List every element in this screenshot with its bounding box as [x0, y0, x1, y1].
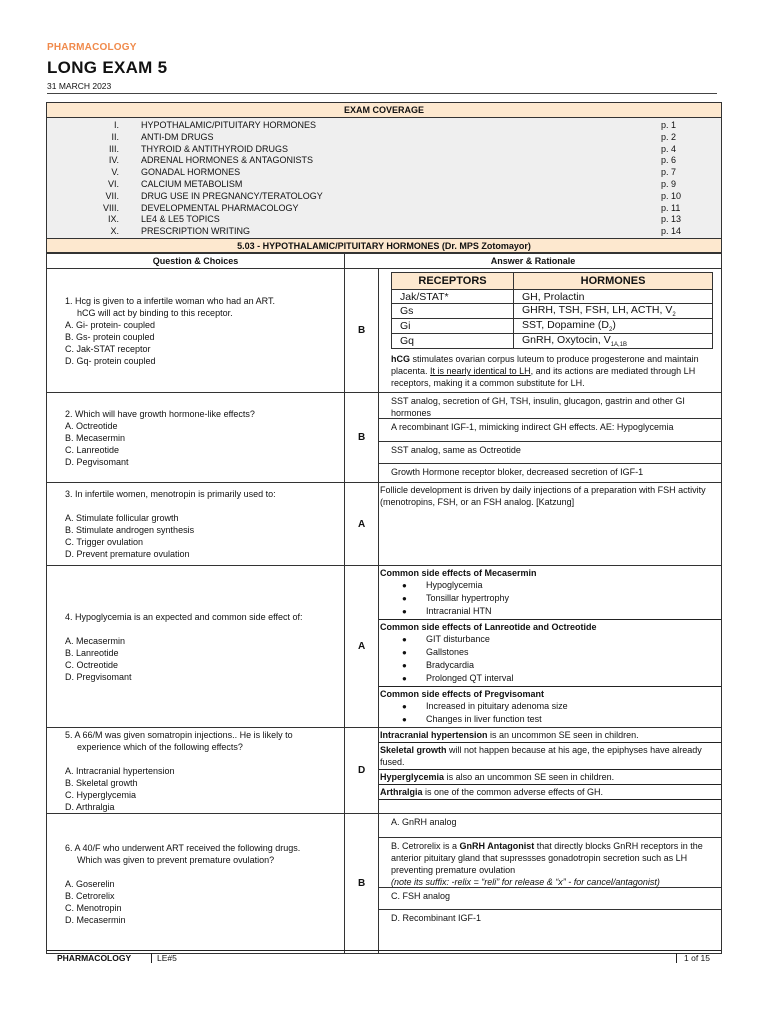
- question-5-stem: 5. A 66/M was given somatropin injections.. He is likely to experience which of the following effects?: [65, 730, 293, 753]
- coverage-item-topic: HYPOTHALAMIC/PITUITARY HORMONES: [141, 120, 317, 130]
- answer-choice: D. Pegvisomant: [65, 456, 129, 467]
- answer-choice: C. Hyperglycemia: [65, 790, 137, 801]
- side-effect-group-title: Common side effects of Lanreotide and Octreotide: [380, 622, 597, 633]
- side-effect-item: ● Gallstones: [402, 647, 469, 658]
- coverage-item-number: V.: [111, 167, 119, 178]
- answer-choice: B. Cetrorelix: [65, 890, 115, 901]
- question-2-stem: 2. Which will have growth hormone-like effects?: [65, 408, 255, 419]
- question-1-stem: 1. Hcg is given to a infertile woman who had an ART. hCG will act by binding to this receptor.: [65, 295, 275, 318]
- answer-2: B: [345, 393, 379, 483]
- coverage-item-page: p. 6: [661, 155, 677, 166]
- coverage-item-topic: LE4 & LE5 TOPICS: [141, 214, 220, 225]
- receptor-hormones: GH, Prolactin: [514, 290, 713, 304]
- answer-choice: C. Jak-STAT receptor: [65, 343, 151, 354]
- coverage-list: [47, 118, 721, 241]
- rationale-3: Follicle development is driven by daily injections of a preparation with FSH activity (menotropins, FSH, or an FSH analog. [Katzung]: [379, 483, 722, 566]
- bullet-icon: ●: [402, 715, 407, 725]
- question-row-6: [47, 814, 722, 954]
- rationale-2-item: SST analog, same as Octreotide: [379, 442, 721, 464]
- side-effect-item: ● Tonsillar hypertrophy: [402, 593, 510, 604]
- question-4-stem: 4. Hypoglycemia is an expected and common side effect of:: [65, 611, 303, 622]
- rationale-6-b: B. Cetrorelix is a GnRH Antagonist that directly blocks GnRH receptors in the anterior pituitary gland that supressses gonadotropin secretion such as LH preventing premature ovulation (note its suffix: -relix = “reli” for release & “x” - for cancel/antagonist): [379, 838, 721, 888]
- question-table: [46, 253, 722, 954]
- answer-choice: D. Gq- protein coupled: [65, 355, 156, 366]
- section-title: 5.03 - HYPOTHALAMIC/PITUITARY HORMONES (Dr. MPS Zotomayor): [46, 238, 722, 253]
- receptor-name: Gs: [392, 304, 514, 319]
- answer-choice: A. Octreotide: [65, 420, 118, 431]
- rationale-5-item: Arthralgia is one of the common adverse effects of GH.: [379, 785, 721, 800]
- bullet-icon: ●: [402, 607, 407, 617]
- answer-4: A: [345, 566, 379, 728]
- rationale-4: [379, 566, 722, 728]
- exam-date: 31 MARCH 2023: [47, 81, 112, 91]
- rationale-6-a: A. GnRH analog: [379, 814, 721, 838]
- side-effect-item: ● Prolonged QT interval: [402, 673, 514, 684]
- rationale-2-item: Growth Hormone receptor bloker, decreased secretion of IGF-1: [391, 467, 644, 478]
- rationale-6-c: C. FSH analog: [379, 888, 721, 910]
- answer-choice: B. Gs- protein coupled: [65, 331, 155, 342]
- answer-choice: C. Trigger ovulation: [65, 537, 144, 548]
- col-header-answer: Answer & Rationale: [345, 254, 722, 269]
- side-effect-item: ● Hypoglycemia: [402, 580, 483, 591]
- subscript: 1A,1B: [610, 342, 628, 349]
- coverage-item-topic: THYROID & ANTITHYROID DRUGS: [141, 143, 289, 154]
- side-effect-item: ● Increased in pituitary adenoma size: [402, 701, 568, 712]
- answer-choice: A. Intracranial hypertension: [65, 766, 175, 777]
- page-title: LONG EXAM 5: [47, 58, 168, 77]
- answer-3: A: [345, 483, 379, 566]
- rationale-5: [379, 728, 722, 814]
- subscript: 2: [608, 327, 613, 334]
- question-6-stem: 6. A 40/F who underwent ART received the following drugs. Which was given to prevent premature ovulation?: [65, 842, 301, 865]
- answer-choice: B. Skeletal growth: [65, 778, 138, 789]
- question-3-stem: 3. In infertile women, menotropin is primarily used to:: [65, 489, 276, 500]
- rationale-6: [379, 814, 722, 954]
- coverage-item-number: VIII.: [102, 202, 119, 213]
- footer-page-number: 1 of 15: [676, 953, 710, 963]
- page-footer: [47, 950, 721, 964]
- hcg-rationale: hCG stimulates ovarian corpus luteum to produce progesterone and maintain placenta. It is nearly identical to LH, and its actions are mediated through LH receptors, making it a common substitute for LH.: [391, 354, 699, 389]
- coverage-item-topic: CALCIUM METABOLISM: [141, 178, 243, 189]
- coverage-item-topic: DEVELOPMENTAL PHARMACOLOGY: [141, 202, 299, 213]
- side-effect-group: [379, 687, 721, 727]
- answer-choice: D. Pregvisomant: [65, 671, 132, 682]
- coverage-item: [47, 214, 721, 226]
- question-row-2: [47, 393, 722, 483]
- rationale-6-d: D. Recombinant IGF-1: [391, 913, 482, 924]
- question-1: [47, 269, 345, 393]
- header-divider: [47, 93, 717, 94]
- coverage-item-number: X.: [110, 226, 119, 237]
- question-row-3: [47, 483, 722, 566]
- coverage-item-number: II.: [111, 131, 119, 142]
- bullet-icon: ●: [402, 581, 407, 591]
- coverage-item-number: IV.: [108, 155, 119, 166]
- side-effect-item: ● GIT disturbance: [402, 634, 490, 645]
- exam-coverage-box: [46, 102, 722, 242]
- question-4: [47, 566, 345, 728]
- receptor-hormones: GHRH, TSH, FSH, LH, ACTH, $V_2$: [514, 304, 713, 319]
- rationale-1: [379, 269, 722, 393]
- question-3: [47, 483, 345, 566]
- receptor-hormones: GnRH, Oxytocin, $V_{1A,1B}$: [514, 334, 713, 349]
- side-effect-item: ● Bradycardia: [402, 660, 475, 671]
- coverage-item: [47, 226, 721, 238]
- answer-choice: D. Prevent premature ovulation: [65, 549, 190, 560]
- coverage-item-topic: DRUG USE IN PREGNANCY/TERATOLOGY: [141, 190, 323, 201]
- coverage-item-page: p. 14: [661, 226, 682, 237]
- answer-choice: D. Arthralgia: [65, 802, 115, 813]
- side-effect-group: [379, 566, 721, 620]
- coverage-item: [47, 191, 721, 203]
- coverage-item-page: p. 2: [661, 131, 677, 142]
- rationale-2-item: A recombinant IGF-1, mimicking indirect GH effects. AE: Hypoglycemia: [379, 419, 721, 442]
- coverage-item-page: p. 9: [661, 178, 677, 189]
- subject-label: PHARMACOLOGY: [47, 42, 137, 53]
- receptor-row: [392, 334, 713, 349]
- coverage-item: [47, 155, 721, 167]
- receptor-hormone-table: [391, 272, 713, 349]
- footer-subject: PHARMACOLOGY: [57, 953, 132, 963]
- coverage-item-page: p. 13: [661, 214, 682, 225]
- receptor-name: Jak/STAT*: [392, 290, 514, 304]
- coverage-item-page: p. 7: [661, 167, 677, 178]
- coverage-item-topic: ANTI-DM DRUGS: [141, 131, 214, 142]
- answer-choice: C. Menotropin: [65, 902, 122, 913]
- coverage-item-page: p. 1: [661, 120, 677, 130]
- question-6: [47, 814, 345, 954]
- coverage-heading: EXAM COVERAGE: [47, 103, 721, 118]
- coverage-item-number: I.: [113, 120, 119, 130]
- receptor-name: Gq: [392, 334, 514, 349]
- bullet-icon: ●: [402, 594, 407, 604]
- coverage-item: [47, 132, 721, 144]
- answer-choice: C. Lanreotide: [65, 444, 120, 455]
- side-effect-group: [379, 620, 721, 687]
- col-header-question: Question & Choices: [47, 254, 345, 269]
- receptor-row: [392, 319, 713, 334]
- question-2: [47, 393, 345, 483]
- rationale-5-item: Intracranial hypertension is an uncommon SE seen in children.: [379, 728, 721, 743]
- answer-choice: D. Mecasermin: [65, 914, 126, 925]
- question-row-4: [47, 566, 722, 728]
- coverage-item-number: IX.: [107, 214, 119, 225]
- rationale-5-item: Skeletal growth will not happen because at his age, the epiphyses have already fused.: [379, 743, 721, 770]
- answer-choice: A. Mecasermin: [65, 635, 126, 646]
- rationale-2: [379, 393, 722, 483]
- coverage-item-page: p. 11: [661, 202, 681, 213]
- answer-1: B: [345, 269, 379, 393]
- bullet-icon: ●: [402, 635, 407, 645]
- rationale-5-item: Hyperglycemia is also an uncommon SE seen in children.: [379, 770, 721, 785]
- answer-choice: A. Goserelin: [65, 878, 115, 889]
- side-effect-group-title: Common side effects of Pregvisomant: [380, 689, 545, 700]
- receptors-header: RECEPTORS: [392, 273, 514, 290]
- answer-choice: B. Mecasermin: [65, 432, 126, 443]
- side-effect-item: ● Intracranial HTN: [402, 606, 492, 617]
- answer-choice: B. Lanreotide: [65, 647, 119, 658]
- answer-choice: C. Octreotide: [65, 659, 119, 670]
- answer-5: D: [345, 728, 379, 814]
- answer-choice: B. Stimulate androgen synthesis: [65, 525, 195, 536]
- coverage-item-topic: PRESCRIPTION WRITING: [141, 226, 251, 237]
- subscript: 2: [672, 312, 676, 319]
- answer-choice: A. Stimulate follicular growth: [65, 513, 179, 524]
- question-row-1: [47, 269, 722, 393]
- coverage-item-number: III.: [108, 143, 119, 154]
- bullet-icon: ●: [402, 674, 407, 684]
- receptor-name: Gi: [392, 319, 514, 334]
- coverage-item-page: p. 10: [661, 190, 682, 201]
- coverage-item-topic: ADRENAL HORMONES & ANTAGONISTS: [141, 155, 314, 166]
- footer-exam: LE#5: [151, 953, 177, 963]
- bullet-icon: ●: [402, 648, 407, 658]
- coverage-item: [47, 167, 721, 179]
- bullet-icon: ●: [402, 702, 407, 712]
- receptor-hormones: SST, Dopamine $(D_2)$: [514, 319, 713, 334]
- receptor-row: [392, 290, 713, 304]
- coverage-item-page: p. 4: [661, 143, 677, 154]
- coverage-item: [47, 179, 721, 191]
- question-row-5: [47, 728, 722, 814]
- side-effect-item: ● Changes in liver function test: [402, 714, 542, 725]
- coverage-item: [47, 120, 721, 132]
- answer-6: B: [345, 814, 379, 954]
- coverage-item: [47, 144, 721, 156]
- coverage-item-number: VII.: [105, 190, 119, 201]
- coverage-item-number: VI.: [107, 178, 119, 189]
- coverage-item: [47, 203, 721, 215]
- hormones-header: HORMONES: [514, 273, 713, 290]
- receptor-row: [392, 304, 713, 319]
- coverage-item-topic: GONADAL HORMONES: [141, 167, 241, 178]
- bullet-icon: ●: [402, 661, 407, 671]
- rationale-2-item: SST analog, secretion of GH, TSH, insulin, glucagon, gastrin and other GI hormones: [379, 393, 721, 419]
- page-header: [47, 42, 719, 91]
- side-effect-group-title: Common side effects of Mecasermin: [380, 568, 537, 579]
- question-5: [47, 728, 345, 814]
- answer-choice: A. Gi- protein- coupled: [65, 319, 156, 330]
